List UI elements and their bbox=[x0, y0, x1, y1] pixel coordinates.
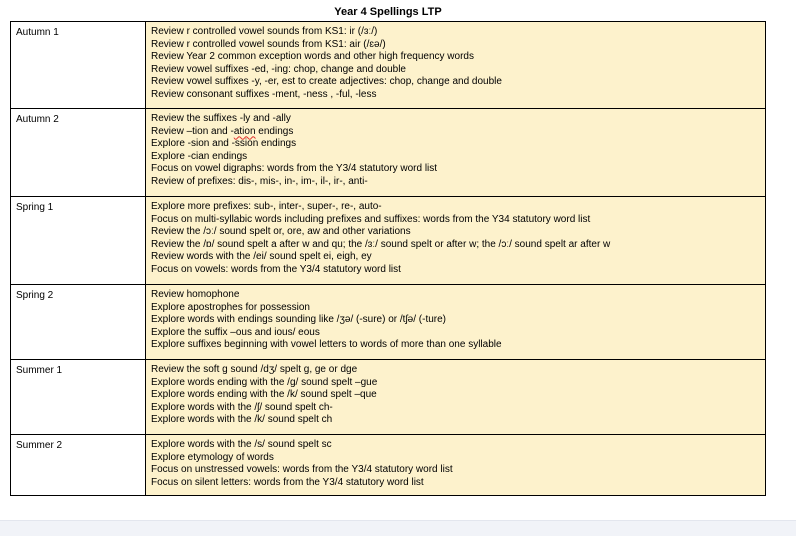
viewer-bottom-strip bbox=[0, 520, 796, 536]
term-cell bbox=[11, 285, 146, 360]
list-item: Explore more prefixes: sub-, inter-, super-, re-, auto- bbox=[151, 201, 382, 212]
term-cell bbox=[11, 435, 146, 496]
list-item: Focus on unstressed vowels: words from the Y3/4 statutory word list bbox=[151, 464, 453, 475]
list-item: Focus on vowel digraphs: words from the Y3/4 statutory word list bbox=[151, 163, 438, 174]
list-item: Explore words ending with the /k/ sound spelt –que bbox=[151, 389, 377, 400]
list-item: Focus on silent letters: words from the Y3/4 statutory word list bbox=[151, 476, 424, 488]
term-cell bbox=[11, 197, 146, 285]
list-item: Review Year 2 common exception words and other high frequency words bbox=[151, 51, 474, 62]
content-cell bbox=[146, 109, 766, 197]
list-item: Review the suffixes -ly and -ally bbox=[151, 113, 291, 124]
term-label: Summer 2 bbox=[16, 440, 63, 451]
table-row bbox=[11, 197, 766, 285]
term-label: Spring 2 bbox=[16, 290, 54, 301]
list-item: Review the /ɔː/ sound spelt or, ore, aw and other variations bbox=[151, 226, 411, 237]
list-item: Review r controlled vowel sounds from KS1: air (/ɛə/) bbox=[151, 38, 386, 50]
list-item: Review homophone bbox=[151, 289, 240, 300]
term-label: Autumn 2 bbox=[16, 114, 59, 125]
spellcheck-word: ation bbox=[233, 125, 256, 137]
list-item-text: Review –tion and - bbox=[151, 125, 234, 137]
list-item: Review consonant suffixes -ment, -ness , -ful, -less bbox=[151, 88, 377, 100]
table-row bbox=[11, 109, 766, 197]
list-item: Explore -cian endings bbox=[151, 150, 248, 162]
list-item-text: endings bbox=[255, 125, 294, 137]
content-cell bbox=[146, 285, 766, 360]
content-cell bbox=[146, 197, 766, 285]
term-label: Summer 1 bbox=[16, 365, 63, 376]
list-item: Review vowel suffixes -y, -er, est to create adjectives: chop, change and double bbox=[151, 76, 502, 87]
table-row bbox=[11, 285, 766, 360]
list-item: Explore the suffix –ous and ious/ eous bbox=[151, 326, 320, 338]
list-item: Explore etymology of words bbox=[151, 451, 274, 463]
list-item: Explore suffixes beginning with vowel letters to words of more than one syllable bbox=[151, 339, 502, 350]
list-item: Explore words with the /k/ sound spelt ch bbox=[151, 414, 333, 425]
list-item: Review the soft g sound /dʒ/ spelt g, ge or dge bbox=[151, 364, 358, 375]
term-label: Spring 1 bbox=[16, 202, 54, 213]
table-row bbox=[11, 22, 766, 109]
list-item: Review words with the /ei/ sound spelt ei, eigh, ey bbox=[151, 251, 372, 262]
list-item: Explore -sion and -ssion endings bbox=[151, 138, 297, 149]
content-cell bbox=[146, 435, 766, 496]
list-item bbox=[151, 126, 760, 139]
list-item: Review the /ɒ/ sound spelt a after w and qu; the /ɜː/ sound spelt or after w; the /ɔː/ sound spelt ar after w bbox=[151, 238, 611, 250]
spellings-table bbox=[10, 21, 766, 496]
list-item: Explore words ending with the /g/ sound spelt –gue bbox=[151, 376, 378, 388]
term-cell bbox=[11, 22, 146, 109]
content-cell bbox=[146, 360, 766, 435]
list-item: Focus on multi-syllabic words including prefixes and suffixes: words from the Y34 statutory word list bbox=[151, 213, 591, 225]
term-label: Autumn 1 bbox=[16, 27, 59, 38]
table-row bbox=[11, 435, 766, 496]
list-item: Review r controlled vowel sounds from KS1: ir (/ɜː/) bbox=[151, 26, 378, 37]
list-item: Review vowel suffixes -ed, -ing: chop, change and double bbox=[151, 63, 406, 75]
list-item: Review of prefixes: dis-, mis-, in-, im-, il-, ir-, anti- bbox=[151, 175, 368, 187]
document-title: Year 4 Spellings LTP bbox=[334, 6, 442, 18]
list-item: Explore words with the /ʃ/ sound spelt ch- bbox=[151, 401, 333, 413]
content-cell bbox=[146, 22, 766, 109]
list-item: Explore words with endings sounding like /ʒə/ (-sure) or /tʃə/ (-ture) bbox=[151, 314, 447, 325]
list-item: Explore apostrophes for possession bbox=[151, 301, 310, 313]
term-cell bbox=[11, 360, 146, 435]
list-item: Focus on vowels: words from the Y3/4 statutory word list bbox=[151, 263, 401, 275]
table-row bbox=[11, 360, 766, 435]
term-cell bbox=[11, 109, 146, 197]
list-item: Explore words with the /s/ sound spelt sc bbox=[151, 439, 332, 450]
